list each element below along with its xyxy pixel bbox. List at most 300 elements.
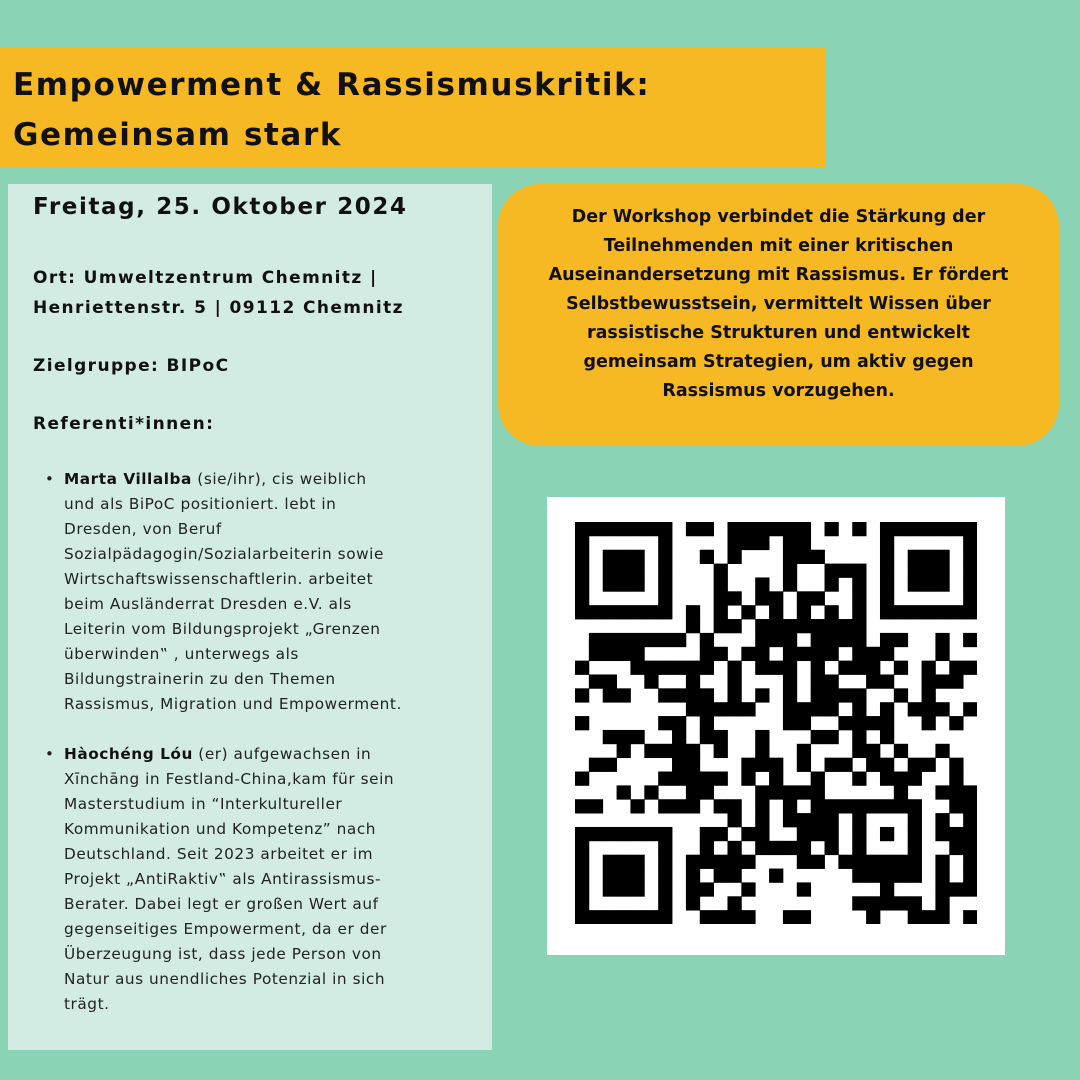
qr-module — [575, 716, 589, 730]
qr-module — [700, 730, 714, 744]
qr-module — [575, 841, 589, 855]
qr-module — [949, 674, 963, 688]
qr-module — [755, 536, 769, 550]
qr-module — [908, 841, 922, 855]
qr-module — [963, 813, 977, 827]
qr-module — [603, 827, 617, 841]
qr-module — [866, 855, 880, 869]
location-line-2: Henriettenstr. 5 | 09112 Chemnitz — [33, 298, 404, 318]
qr-module — [617, 785, 631, 799]
qr-module — [880, 591, 894, 605]
qr-module — [963, 564, 977, 578]
qr-module — [603, 577, 617, 591]
qr-module — [783, 564, 797, 578]
qr-module — [617, 827, 631, 841]
qr-module — [783, 716, 797, 730]
qr-module — [575, 661, 589, 675]
qr-module — [949, 772, 963, 786]
qr-module — [894, 869, 908, 883]
qr-module — [658, 855, 672, 869]
qr-module — [769, 522, 783, 536]
qr-module — [949, 841, 963, 855]
qr-code-icon[interactable] — [575, 522, 977, 924]
qr-module — [630, 633, 644, 647]
qr-code-card[interactable] — [547, 497, 1005, 955]
qr-module — [575, 869, 589, 883]
qr-module — [908, 910, 922, 924]
speaker-bio-line: Masterstudium in “Interkultureller — [64, 795, 343, 813]
qr-module — [658, 688, 672, 702]
event-date: Freitag, 25. Oktober 2024 — [33, 194, 408, 220]
qr-module — [617, 882, 631, 896]
qr-module — [880, 564, 894, 578]
workshop-description — [498, 184, 1059, 446]
qr-module — [825, 688, 839, 702]
qr-module — [838, 855, 852, 869]
qr-module — [686, 619, 700, 633]
qr-module — [935, 674, 949, 688]
qr-module — [603, 688, 617, 702]
qr-module — [630, 869, 644, 883]
qr-module — [658, 869, 672, 883]
qr-module — [741, 827, 755, 841]
qr-module — [935, 633, 949, 647]
qr-module — [922, 716, 936, 730]
qr-module — [658, 882, 672, 896]
qr-module — [575, 910, 589, 924]
qr-module — [811, 688, 825, 702]
qr-module — [880, 605, 894, 619]
qr-module — [700, 785, 714, 799]
qr-module — [575, 564, 589, 578]
qr-module — [797, 827, 811, 841]
qr-module — [908, 702, 922, 716]
qr-module — [852, 744, 866, 758]
qr-module — [908, 564, 922, 578]
title-line-1: Empowerment & Rassismuskritik: — [13, 67, 651, 103]
qr-module — [797, 785, 811, 799]
qr-module — [658, 896, 672, 910]
qr-module — [769, 869, 783, 883]
speaker-first-line — [64, 742, 460, 767]
qr-module — [727, 522, 741, 536]
qr-module — [630, 522, 644, 536]
qr-module — [755, 744, 769, 758]
qr-module — [672, 772, 686, 786]
qr-module — [658, 522, 672, 536]
qr-module — [811, 661, 825, 675]
qr-module — [589, 605, 603, 619]
qr-module — [852, 619, 866, 633]
qr-module — [575, 827, 589, 841]
qr-module — [783, 577, 797, 591]
qr-module — [700, 647, 714, 661]
qr-module — [783, 619, 797, 633]
qr-module — [630, 661, 644, 675]
qr-module — [880, 633, 894, 647]
qr-module — [617, 910, 631, 924]
qr-module — [755, 688, 769, 702]
qr-module — [603, 564, 617, 578]
qr-module — [908, 550, 922, 564]
qr-module — [852, 564, 866, 578]
qr-module — [686, 869, 700, 883]
qr-module — [727, 896, 741, 910]
qr-module — [949, 758, 963, 772]
qr-module — [935, 522, 949, 536]
qr-module — [935, 564, 949, 578]
qr-module — [908, 827, 922, 841]
speaker-bio-line: Deutschland. Seit 2023 arbeitet er im — [64, 845, 374, 863]
qr-module — [963, 577, 977, 591]
qr-module — [617, 577, 631, 591]
qr-module — [658, 564, 672, 578]
location-line-1: Ort: Umweltzentrum Chemnitz | — [33, 268, 378, 288]
qr-module — [908, 799, 922, 813]
qr-module — [908, 772, 922, 786]
qr-module — [630, 855, 644, 869]
qr-module — [963, 855, 977, 869]
qr-module — [866, 896, 880, 910]
qr-module — [617, 633, 631, 647]
qr-module — [603, 910, 617, 924]
speaker-bio-line: (er) aufgewachsen in — [192, 745, 372, 763]
qr-module — [852, 855, 866, 869]
qr-module — [880, 550, 894, 564]
qr-module — [589, 522, 603, 536]
qr-module — [825, 522, 839, 536]
qr-module — [714, 605, 728, 619]
qr-module — [894, 799, 908, 813]
qr-module — [617, 564, 631, 578]
qr-module — [783, 702, 797, 716]
qr-module — [922, 661, 936, 675]
qr-module — [922, 910, 936, 924]
qr-module — [963, 522, 977, 536]
qr-module — [880, 716, 894, 730]
qr-module — [811, 813, 825, 827]
qr-module — [880, 772, 894, 786]
qr-module — [908, 896, 922, 910]
qr-module — [644, 674, 658, 688]
qr-module — [894, 855, 908, 869]
qr-module — [630, 827, 644, 841]
qr-module — [811, 550, 825, 564]
qr-module — [949, 522, 963, 536]
speaker-bio-line: und als BiPoC positioniert. lebt in — [64, 495, 337, 513]
qr-module — [797, 758, 811, 772]
qr-module — [852, 841, 866, 855]
qr-module — [852, 716, 866, 730]
qr-module — [963, 633, 977, 647]
qr-module — [741, 605, 755, 619]
qr-module — [963, 841, 977, 855]
qr-module — [783, 633, 797, 647]
qr-module — [575, 855, 589, 869]
qr-module — [686, 772, 700, 786]
qr-module — [630, 882, 644, 896]
qr-module — [935, 605, 949, 619]
qr-module — [658, 716, 672, 730]
qr-module — [672, 799, 686, 813]
qr-module — [811, 730, 825, 744]
qr-module — [908, 522, 922, 536]
speaker-first-line — [64, 467, 460, 492]
qr-module — [866, 744, 880, 758]
qr-module — [866, 716, 880, 730]
qr-module — [922, 577, 936, 591]
qr-module — [575, 591, 589, 605]
qr-module — [714, 702, 728, 716]
qr-module — [852, 730, 866, 744]
speaker-bio-line: (sie/ihr), cis weiblich — [191, 470, 367, 488]
qr-module — [783, 647, 797, 661]
qr-module — [727, 688, 741, 702]
qr-module — [575, 522, 589, 536]
qr-module — [714, 910, 728, 924]
speaker-item — [40, 467, 460, 717]
qr-module — [811, 827, 825, 841]
qr-module — [825, 605, 839, 619]
qr-module — [644, 785, 658, 799]
qr-module — [700, 661, 714, 675]
qr-module — [617, 605, 631, 619]
qr-module — [603, 855, 617, 869]
description-line: Teilnehmenden mit einer kritischen — [603, 236, 954, 256]
qr-module — [935, 813, 949, 827]
qr-module — [575, 605, 589, 619]
qr-module — [658, 772, 672, 786]
qr-module — [852, 799, 866, 813]
qr-module — [727, 619, 741, 633]
qr-module — [686, 882, 700, 896]
qr-module — [658, 661, 672, 675]
qr-module — [838, 619, 852, 633]
qr-module — [686, 688, 700, 702]
qr-module — [769, 591, 783, 605]
qr-module — [880, 758, 894, 772]
qr-module — [949, 799, 963, 813]
description-line: Der Workshop verbindet die Stärkung der — [571, 207, 986, 227]
qr-module — [935, 855, 949, 869]
qr-module — [811, 772, 825, 786]
qr-module — [949, 827, 963, 841]
qr-module — [797, 536, 811, 550]
qr-module — [617, 869, 631, 883]
title-line-2: Gemeinsam stark — [13, 117, 343, 153]
qr-module — [700, 855, 714, 869]
speakers-heading: Referenti*innen: — [33, 414, 215, 434]
qr-module — [603, 647, 617, 661]
qr-module — [963, 882, 977, 896]
qr-module — [894, 688, 908, 702]
qr-module — [797, 841, 811, 855]
speaker-bio-line: Xīnchāng in Festland-China,kam für sein — [64, 770, 395, 788]
qr-module — [908, 577, 922, 591]
qr-module — [866, 910, 880, 924]
qr-module — [880, 827, 894, 841]
qr-module — [769, 661, 783, 675]
qr-module — [866, 647, 880, 661]
qr-module — [838, 758, 852, 772]
qr-module — [866, 799, 880, 813]
qr-module — [686, 785, 700, 799]
qr-module — [949, 785, 963, 799]
qr-module — [825, 647, 839, 661]
qr-module — [922, 550, 936, 564]
qr-module — [575, 577, 589, 591]
qr-module — [714, 799, 728, 813]
qr-module — [783, 522, 797, 536]
qr-module — [935, 702, 949, 716]
speaker-bio-line: beim Ausländerrat Dresden e.V. als — [64, 595, 352, 613]
qr-module — [797, 910, 811, 924]
qr-module — [866, 869, 880, 883]
qr-module — [852, 633, 866, 647]
qr-module — [741, 702, 755, 716]
qr-module — [686, 896, 700, 910]
qr-module — [686, 522, 700, 536]
bullet-icon: • — [45, 745, 55, 763]
qr-module — [755, 619, 769, 633]
qr-module — [783, 799, 797, 813]
qr-module — [935, 882, 949, 896]
qr-module — [603, 674, 617, 688]
qr-module — [797, 550, 811, 564]
qr-module — [644, 633, 658, 647]
qr-module — [811, 633, 825, 647]
qr-module — [727, 841, 741, 855]
qr-module — [644, 744, 658, 758]
description-line: rassistische Strukturen und entwickelt — [586, 323, 970, 343]
qr-module — [783, 536, 797, 550]
speaker-bio-line: Projekt „AntiRaktiv‟ als Antirassismus- — [64, 870, 382, 888]
qr-module — [617, 647, 631, 661]
qr-module — [922, 758, 936, 772]
qr-module — [852, 647, 866, 661]
qr-module — [769, 841, 783, 855]
qr-module — [589, 799, 603, 813]
target-group: Zielgruppe: BIPoC — [33, 356, 230, 376]
qr-module — [797, 619, 811, 633]
qr-module — [769, 785, 783, 799]
qr-module — [658, 841, 672, 855]
qr-module — [922, 674, 936, 688]
qr-module — [603, 605, 617, 619]
qr-module — [741, 522, 755, 536]
qr-module — [963, 605, 977, 619]
qr-module — [617, 550, 631, 564]
qr-module — [811, 799, 825, 813]
qr-module — [575, 896, 589, 910]
qr-module — [714, 744, 728, 758]
qr-module — [617, 688, 631, 702]
speaker-bio-line: Wirtschaftswissenschaftlerin. arbeitet — [64, 570, 374, 588]
qr-module — [922, 702, 936, 716]
qr-module — [672, 661, 686, 675]
qr-module — [825, 799, 839, 813]
qr-module — [755, 661, 769, 675]
qr-module — [852, 522, 866, 536]
qr-module — [714, 827, 728, 841]
qr-module — [658, 799, 672, 813]
qr-module — [755, 730, 769, 744]
qr-module — [825, 619, 839, 633]
qr-module — [755, 799, 769, 813]
title-banner — [0, 48, 826, 167]
qr-module — [672, 688, 686, 702]
qr-module — [838, 688, 852, 702]
qr-module — [894, 785, 908, 799]
qr-module — [603, 633, 617, 647]
qr-module — [797, 813, 811, 827]
qr-module — [714, 869, 728, 883]
qr-module — [603, 869, 617, 883]
speaker-item — [40, 742, 460, 1017]
qr-module — [755, 647, 769, 661]
qr-module — [741, 910, 755, 924]
speaker-bio-line: Rassismus, Migration und Empowerment. — [64, 695, 402, 713]
qr-module — [880, 869, 894, 883]
qr-module — [894, 772, 908, 786]
qr-module — [686, 799, 700, 813]
qr-module — [603, 522, 617, 536]
qr-module — [838, 799, 852, 813]
qr-module — [755, 577, 769, 591]
qr-module — [811, 785, 825, 799]
qr-module — [686, 605, 700, 619]
qr-module — [658, 744, 672, 758]
qr-module — [894, 522, 908, 536]
qr-module — [630, 910, 644, 924]
qr-module — [630, 730, 644, 744]
qr-module — [658, 605, 672, 619]
qr-module — [658, 910, 672, 924]
qr-module — [589, 910, 603, 924]
qr-module — [852, 577, 866, 591]
qr-module — [727, 674, 741, 688]
qr-module — [575, 882, 589, 896]
qr-module — [797, 744, 811, 758]
qr-module — [769, 605, 783, 619]
qr-module — [852, 605, 866, 619]
qr-module — [714, 564, 728, 578]
qr-module — [630, 799, 644, 813]
qr-module — [908, 855, 922, 869]
qr-module — [852, 688, 866, 702]
qr-module — [935, 577, 949, 591]
qr-module — [644, 827, 658, 841]
qr-module — [935, 550, 949, 564]
qr-module — [949, 882, 963, 896]
qr-module — [894, 896, 908, 910]
description-line: Auseinandersetzung mit Rassismus. Er fördert — [548, 265, 1009, 285]
qr-module — [658, 633, 672, 647]
qr-module — [727, 702, 741, 716]
qr-module — [686, 661, 700, 675]
qr-module — [630, 577, 644, 591]
qr-module — [727, 536, 741, 550]
qr-module — [644, 910, 658, 924]
qr-module — [755, 758, 769, 772]
qr-module — [769, 619, 783, 633]
qr-module — [852, 869, 866, 883]
qr-module — [866, 758, 880, 772]
qr-module — [852, 661, 866, 675]
qr-module — [714, 772, 728, 786]
qr-module — [880, 896, 894, 910]
qr-module — [783, 688, 797, 702]
